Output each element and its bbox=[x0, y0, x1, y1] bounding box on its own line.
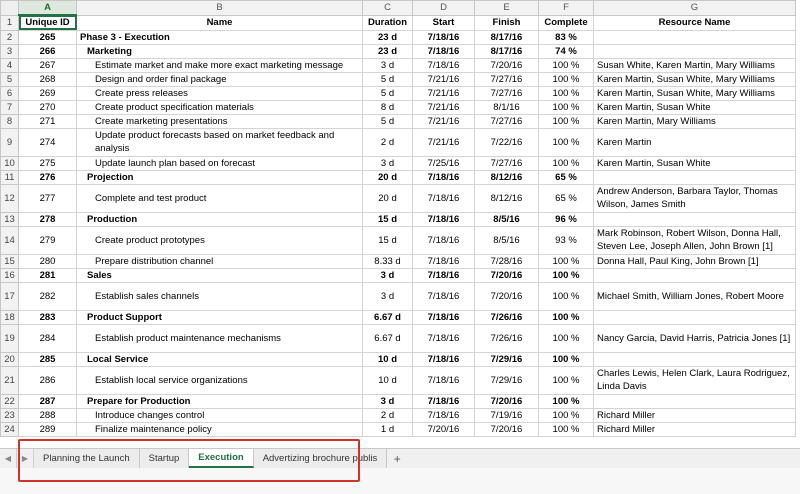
cell-name[interactable]: Projection bbox=[77, 170, 363, 184]
status-area bbox=[0, 468, 800, 494]
cell-finish[interactable]: 8/12/16 bbox=[475, 184, 539, 212]
cell-header-name[interactable]: Name bbox=[77, 15, 363, 30]
cell-name[interactable]: Update product forecasts based on market feedback and analysis bbox=[77, 128, 363, 156]
cell-unique-id[interactable]: 274 bbox=[19, 128, 77, 156]
cell-start[interactable]: 7/18/16 bbox=[413, 44, 475, 58]
cell-name[interactable]: Establish product maintenance mechanisms bbox=[77, 324, 363, 352]
cell-resource[interactable]: Nancy Garcia, David Harris, Patricia Jones [1] bbox=[594, 324, 796, 352]
column-header-a[interactable]: A bbox=[19, 1, 77, 16]
cell-complete[interactable]: 65 % bbox=[539, 184, 594, 212]
table-row bbox=[1, 282, 796, 310]
table-row bbox=[1, 226, 796, 254]
cell-name[interactable]: Create press releases bbox=[77, 86, 363, 100]
row-number[interactable]: 1 bbox=[1, 15, 19, 30]
cell-complete[interactable]: 100 % bbox=[539, 394, 594, 408]
tab-execution[interactable]: Execution bbox=[189, 449, 253, 468]
cell-complete[interactable]: 100 % bbox=[539, 324, 594, 352]
cell-finish[interactable]: 7/27/16 bbox=[475, 114, 539, 128]
column-header-b[interactable]: B bbox=[77, 1, 363, 16]
cell-finish[interactable]: 8/1/16 bbox=[475, 100, 539, 114]
table-row bbox=[1, 86, 796, 100]
cell-unique-id[interactable]: 265 bbox=[19, 30, 77, 44]
cell-name[interactable]: Estimate market and make more exact marketing message bbox=[77, 58, 363, 72]
cell-resource[interactable]: Karen Martin bbox=[594, 128, 796, 156]
cell-resource[interactable]: Karen Martin, Mary Williams bbox=[594, 114, 796, 128]
cell-complete[interactable]: 65 % bbox=[539, 170, 594, 184]
cell-duration[interactable]: 1 d bbox=[363, 422, 413, 436]
cell-name[interactable]: Product Support bbox=[77, 310, 363, 324]
column-header-c[interactable]: C bbox=[363, 1, 413, 16]
cell-name[interactable]: Marketing bbox=[77, 44, 363, 58]
row-number[interactable]: 21 bbox=[1, 366, 19, 394]
cell-start[interactable]: 7/21/16 bbox=[413, 100, 475, 114]
cell-name[interactable]: Prepare for Production bbox=[77, 394, 363, 408]
cell-duration[interactable]: 2 d bbox=[363, 128, 413, 156]
cell-duration[interactable]: 6.67 d bbox=[363, 324, 413, 352]
cell-finish[interactable]: 7/29/16 bbox=[475, 366, 539, 394]
cell-resource[interactable]: Richard Miller bbox=[594, 422, 796, 436]
cell-resource[interactable]: Michael Smith, William Jones, Robert Moore bbox=[594, 282, 796, 310]
cell-finish[interactable]: 7/19/16 bbox=[475, 408, 539, 422]
cell-duration[interactable]: 23 d bbox=[363, 44, 413, 58]
cell-complete[interactable]: 100 % bbox=[539, 114, 594, 128]
cell-finish[interactable]: 7/26/16 bbox=[475, 324, 539, 352]
cell-complete[interactable]: 100 % bbox=[539, 310, 594, 324]
select-all-corner[interactable] bbox=[1, 1, 19, 16]
cell-complete[interactable]: 100 % bbox=[539, 282, 594, 310]
table-row bbox=[1, 128, 796, 156]
cell-name[interactable]: Establish local service organizations bbox=[77, 366, 363, 394]
cell-start[interactable]: 7/21/16 bbox=[413, 72, 475, 86]
row-number[interactable]: 17 bbox=[1, 282, 19, 310]
cell-finish[interactable]: 8/17/16 bbox=[475, 30, 539, 44]
cell-duration[interactable]: 23 d bbox=[363, 30, 413, 44]
cell-finish[interactable]: 7/27/16 bbox=[475, 86, 539, 100]
cell-unique-id[interactable]: 276 bbox=[19, 170, 77, 184]
row-number[interactable]: 13 bbox=[1, 212, 19, 226]
table-row bbox=[1, 254, 796, 268]
table-row bbox=[1, 366, 796, 394]
cell-resource[interactable]: Karen Martin, Susan White, Mary Williams bbox=[594, 86, 796, 100]
cell-duration[interactable]: 5 d bbox=[363, 114, 413, 128]
cell-complete[interactable]: 100 % bbox=[539, 156, 594, 170]
cell-unique-id[interactable]: 278 bbox=[19, 212, 77, 226]
row-number[interactable]: 19 bbox=[1, 324, 19, 352]
cell-duration[interactable]: 3 d bbox=[363, 58, 413, 72]
row-number[interactable]: 16 bbox=[1, 268, 19, 282]
cell-complete[interactable]: 83 % bbox=[539, 30, 594, 44]
cell-name[interactable]: Create marketing presentations bbox=[77, 114, 363, 128]
cell-resource[interactable] bbox=[594, 44, 796, 58]
cell-name[interactable]: Phase 3 - Execution bbox=[77, 30, 363, 44]
cell-header-resource-name[interactable]: Resource Name bbox=[594, 15, 796, 30]
cell-duration[interactable]: 3 d bbox=[363, 268, 413, 282]
cell-duration[interactable]: 2 d bbox=[363, 408, 413, 422]
cell-complete[interactable]: 100 % bbox=[539, 268, 594, 282]
table-row bbox=[1, 30, 796, 44]
cell-resource[interactable]: Karen Martin, Susan White bbox=[594, 100, 796, 114]
cell-start[interactable]: 7/18/16 bbox=[413, 30, 475, 44]
cell-start[interactable]: 7/18/16 bbox=[413, 324, 475, 352]
cell-duration[interactable]: 10 d bbox=[363, 366, 413, 394]
row-number[interactable]: 2 bbox=[1, 30, 19, 44]
cell-unique-id[interactable]: 279 bbox=[19, 226, 77, 254]
cell-name[interactable]: Update launch plan based on forecast bbox=[77, 156, 363, 170]
table-row bbox=[1, 422, 796, 436]
cell-name[interactable]: Design and order final package bbox=[77, 72, 363, 86]
cell-start[interactable]: 7/18/16 bbox=[413, 212, 475, 226]
cell-duration[interactable]: 8 d bbox=[363, 100, 413, 114]
tab-startup[interactable]: Startup bbox=[140, 449, 190, 468]
table-row bbox=[1, 212, 796, 226]
cell-start[interactable]: 7/18/16 bbox=[413, 352, 475, 366]
cell-resource[interactable]: Susan White, Karen Martin, Mary Williams bbox=[594, 58, 796, 72]
table-row bbox=[1, 170, 796, 184]
row-number[interactable]: 4 bbox=[1, 58, 19, 72]
cell-unique-id[interactable]: 286 bbox=[19, 366, 77, 394]
row-number[interactable]: 24 bbox=[1, 422, 19, 436]
cell-finish[interactable]: 8/17/16 bbox=[475, 44, 539, 58]
row-number[interactable]: 7 bbox=[1, 100, 19, 114]
cell-start[interactable]: 7/21/16 bbox=[413, 128, 475, 156]
cell-unique-id[interactable]: 267 bbox=[19, 58, 77, 72]
cell-start[interactable]: 7/21/16 bbox=[413, 86, 475, 100]
cell-unique-id[interactable]: 288 bbox=[19, 408, 77, 422]
cell-resource[interactable] bbox=[594, 352, 796, 366]
cell-resource[interactable]: Charles Lewis, Helen Clark, Laura Rodriguez, Linda Davis bbox=[594, 366, 796, 394]
table-row bbox=[1, 394, 796, 408]
cell-unique-id[interactable]: 285 bbox=[19, 352, 77, 366]
cell-resource[interactable] bbox=[594, 170, 796, 184]
row-number[interactable]: 15 bbox=[1, 254, 19, 268]
cell-resource[interactable] bbox=[594, 30, 796, 44]
column-header-row bbox=[1, 1, 796, 16]
row-number[interactable]: 22 bbox=[1, 394, 19, 408]
cell-duration[interactable]: 3 d bbox=[363, 282, 413, 310]
cell-complete[interactable]: 100 % bbox=[539, 366, 594, 394]
cell-finish[interactable]: 7/22/16 bbox=[475, 128, 539, 156]
cell-duration[interactable]: 8.33 d bbox=[363, 254, 413, 268]
cell-complete[interactable]: 100 % bbox=[539, 408, 594, 422]
cell-complete[interactable]: 100 % bbox=[539, 72, 594, 86]
cell-start[interactable]: 7/18/16 bbox=[413, 282, 475, 310]
cell-resource[interactable]: Andrew Anderson, Barbara Taylor, Thomas Wilson, James Smith bbox=[594, 184, 796, 212]
cell-complete[interactable]: 100 % bbox=[539, 422, 594, 436]
row-number[interactable]: 3 bbox=[1, 44, 19, 58]
column-header-f[interactable]: F bbox=[539, 1, 594, 16]
row-number[interactable]: 23 bbox=[1, 408, 19, 422]
cell-finish[interactable]: 7/20/16 bbox=[475, 268, 539, 282]
cell-header-duration[interactable]: Duration bbox=[363, 15, 413, 30]
cell-complete[interactable]: 74 % bbox=[539, 44, 594, 58]
row-number[interactable]: 6 bbox=[1, 86, 19, 100]
cell-unique-id[interactable]: 289 bbox=[19, 422, 77, 436]
cell-finish[interactable]: 7/28/16 bbox=[475, 254, 539, 268]
table-row bbox=[1, 58, 796, 72]
cell-finish[interactable]: 8/5/16 bbox=[475, 212, 539, 226]
cell-duration[interactable]: 20 d bbox=[363, 170, 413, 184]
row-number[interactable]: 18 bbox=[1, 310, 19, 324]
cell-start[interactable]: 7/21/16 bbox=[413, 114, 475, 128]
cell-finish[interactable]: 7/20/16 bbox=[475, 282, 539, 310]
table-row bbox=[1, 310, 796, 324]
cell-start[interactable]: 7/20/16 bbox=[413, 422, 475, 436]
cell-finish[interactable]: 7/20/16 bbox=[475, 58, 539, 72]
add-sheet-icon[interactable]: + bbox=[393, 451, 401, 466]
row-number[interactable]: 14 bbox=[1, 226, 19, 254]
cell-resource[interactable] bbox=[594, 212, 796, 226]
cell-unique-id[interactable]: 282 bbox=[19, 282, 77, 310]
cell-duration[interactable]: 6.67 d bbox=[363, 310, 413, 324]
column-header-d[interactable]: D bbox=[413, 1, 475, 16]
cell-name[interactable]: Production bbox=[77, 212, 363, 226]
cell-finish[interactable]: 8/5/16 bbox=[475, 226, 539, 254]
cell-complete[interactable]: 100 % bbox=[539, 100, 594, 114]
cell-resource[interactable]: Donna Hall, Paul King, John Brown [1] bbox=[594, 254, 796, 268]
table-row bbox=[1, 156, 796, 170]
cell-header-finish[interactable]: Finish bbox=[475, 15, 539, 30]
cell-unique-id[interactable]: 283 bbox=[19, 310, 77, 324]
cell-name[interactable]: Establish sales channels bbox=[77, 282, 363, 310]
cell-resource[interactable] bbox=[594, 394, 796, 408]
cell-name[interactable]: Local Service bbox=[77, 352, 363, 366]
cell-start[interactable]: 7/18/16 bbox=[413, 184, 475, 212]
cell-complete[interactable]: 96 % bbox=[539, 212, 594, 226]
table-row bbox=[1, 184, 796, 212]
tab-planning-the-launch[interactable]: Planning the Launch bbox=[34, 449, 140, 468]
cell-name[interactable]: Complete and test product bbox=[77, 184, 363, 212]
cell-finish[interactable]: 7/27/16 bbox=[475, 156, 539, 170]
sheet-tab-bar bbox=[0, 448, 800, 468]
row-number[interactable]: 8 bbox=[1, 114, 19, 128]
cell-start[interactable]: 7/18/16 bbox=[413, 310, 475, 324]
cell-duration[interactable]: 5 d bbox=[363, 86, 413, 100]
cell-start[interactable]: 7/18/16 bbox=[413, 58, 475, 72]
row-number[interactable]: 5 bbox=[1, 72, 19, 86]
cell-unique-id[interactable]: 268 bbox=[19, 72, 77, 86]
row-number[interactable]: 20 bbox=[1, 352, 19, 366]
cell-duration[interactable]: 20 d bbox=[363, 184, 413, 212]
cell-start[interactable]: 7/18/16 bbox=[413, 408, 475, 422]
column-header-g[interactable]: G bbox=[594, 1, 796, 16]
cell-unique-id[interactable]: 284 bbox=[19, 324, 77, 352]
cell-resource[interactable]: Mark Robinson, Robert Wilson, Donna Hall, Steven Lee, Joseph Allen, John Brown [1] bbox=[594, 226, 796, 254]
row-number[interactable]: 9 bbox=[1, 128, 19, 156]
cell-complete[interactable]: 100 % bbox=[539, 254, 594, 268]
cell-unique-id[interactable]: 270 bbox=[19, 100, 77, 114]
row-number[interactable]: 12 bbox=[1, 184, 19, 212]
cell-unique-id[interactable]: 287 bbox=[19, 394, 77, 408]
cell-header-unique-id[interactable]: Unique ID bbox=[19, 15, 77, 30]
tab-scroll-left-icon[interactable]: ◀ bbox=[0, 449, 17, 468]
cell-duration[interactable]: 15 d bbox=[363, 226, 413, 254]
cell-start[interactable]: 7/18/16 bbox=[413, 268, 475, 282]
cell-finish[interactable]: 7/26/16 bbox=[475, 310, 539, 324]
cell-finish[interactable]: 7/20/16 bbox=[475, 394, 539, 408]
cell-name[interactable]: Sales bbox=[77, 268, 363, 282]
cell-name[interactable]: Create product prototypes bbox=[77, 226, 363, 254]
tab-scroll-right-icon[interactable]: ▶ bbox=[17, 449, 34, 468]
table-row bbox=[1, 408, 796, 422]
cell-unique-id[interactable]: 271 bbox=[19, 114, 77, 128]
cell-complete[interactable]: 100 % bbox=[539, 128, 594, 156]
cell-name[interactable]: Finalize maintenance policy bbox=[77, 422, 363, 436]
cell-unique-id[interactable]: 280 bbox=[19, 254, 77, 268]
table-row bbox=[1, 72, 796, 86]
cell-finish[interactable]: 7/27/16 bbox=[475, 72, 539, 86]
column-header-e[interactable]: E bbox=[475, 1, 539, 16]
table-row bbox=[1, 114, 796, 128]
cell-start[interactable]: 7/25/16 bbox=[413, 156, 475, 170]
cell-resource[interactable] bbox=[594, 310, 796, 324]
cell-unique-id[interactable]: 281 bbox=[19, 268, 77, 282]
cell-resource[interactable] bbox=[594, 268, 796, 282]
cell-duration[interactable]: 3 d bbox=[363, 156, 413, 170]
cell-start[interactable]: 7/18/16 bbox=[413, 170, 475, 184]
cell-complete[interactable]: 100 % bbox=[539, 352, 594, 366]
cell-unique-id[interactable]: 269 bbox=[19, 86, 77, 100]
cell-header-start[interactable]: Start bbox=[413, 15, 475, 30]
cell-complete[interactable]: 100 % bbox=[539, 58, 594, 72]
cell-finish[interactable]: 8/12/16 bbox=[475, 170, 539, 184]
row-number[interactable]: 11 bbox=[1, 170, 19, 184]
cell-complete[interactable]: 100 % bbox=[539, 86, 594, 100]
table-row bbox=[1, 324, 796, 352]
cell-start[interactable]: 7/18/16 bbox=[413, 254, 475, 268]
cell-name[interactable]: Introduce changes control bbox=[77, 408, 363, 422]
cell-duration[interactable]: 15 d bbox=[363, 212, 413, 226]
table-row bbox=[1, 268, 796, 282]
table-row bbox=[1, 44, 796, 58]
cell-resource[interactable]: Karen Martin, Susan White bbox=[594, 156, 796, 170]
cell-duration[interactable]: 5 d bbox=[363, 72, 413, 86]
cell-complete[interactable]: 93 % bbox=[539, 226, 594, 254]
header-row bbox=[1, 15, 796, 30]
table-row bbox=[1, 352, 796, 366]
table-row bbox=[1, 100, 796, 114]
cell-resource[interactable]: Richard Miller bbox=[594, 408, 796, 422]
cell-name[interactable]: Prepare distribution channel bbox=[77, 254, 363, 268]
cell-name[interactable]: Create product specification materials bbox=[77, 100, 363, 114]
cell-start[interactable]: 7/18/16 bbox=[413, 226, 475, 254]
cell-unique-id[interactable]: 275 bbox=[19, 156, 77, 170]
tab-advertizing-brochure[interactable]: Advertizing brochure publis bbox=[254, 449, 388, 468]
cell-unique-id[interactable]: 277 bbox=[19, 184, 77, 212]
cell-header-complete[interactable]: Complete bbox=[539, 15, 594, 30]
cell-duration[interactable]: 10 d bbox=[363, 352, 413, 366]
cell-finish[interactable]: 7/20/16 bbox=[475, 422, 539, 436]
cell-start[interactable]: 7/18/16 bbox=[413, 366, 475, 394]
cell-finish[interactable]: 7/29/16 bbox=[475, 352, 539, 366]
cell-duration[interactable]: 3 d bbox=[363, 394, 413, 408]
cell-start[interactable]: 7/18/16 bbox=[413, 394, 475, 408]
cell-unique-id[interactable]: 266 bbox=[19, 44, 77, 58]
cell-resource[interactable]: Karen Martin, Susan White, Mary Williams bbox=[594, 72, 796, 86]
row-number[interactable]: 10 bbox=[1, 156, 19, 170]
